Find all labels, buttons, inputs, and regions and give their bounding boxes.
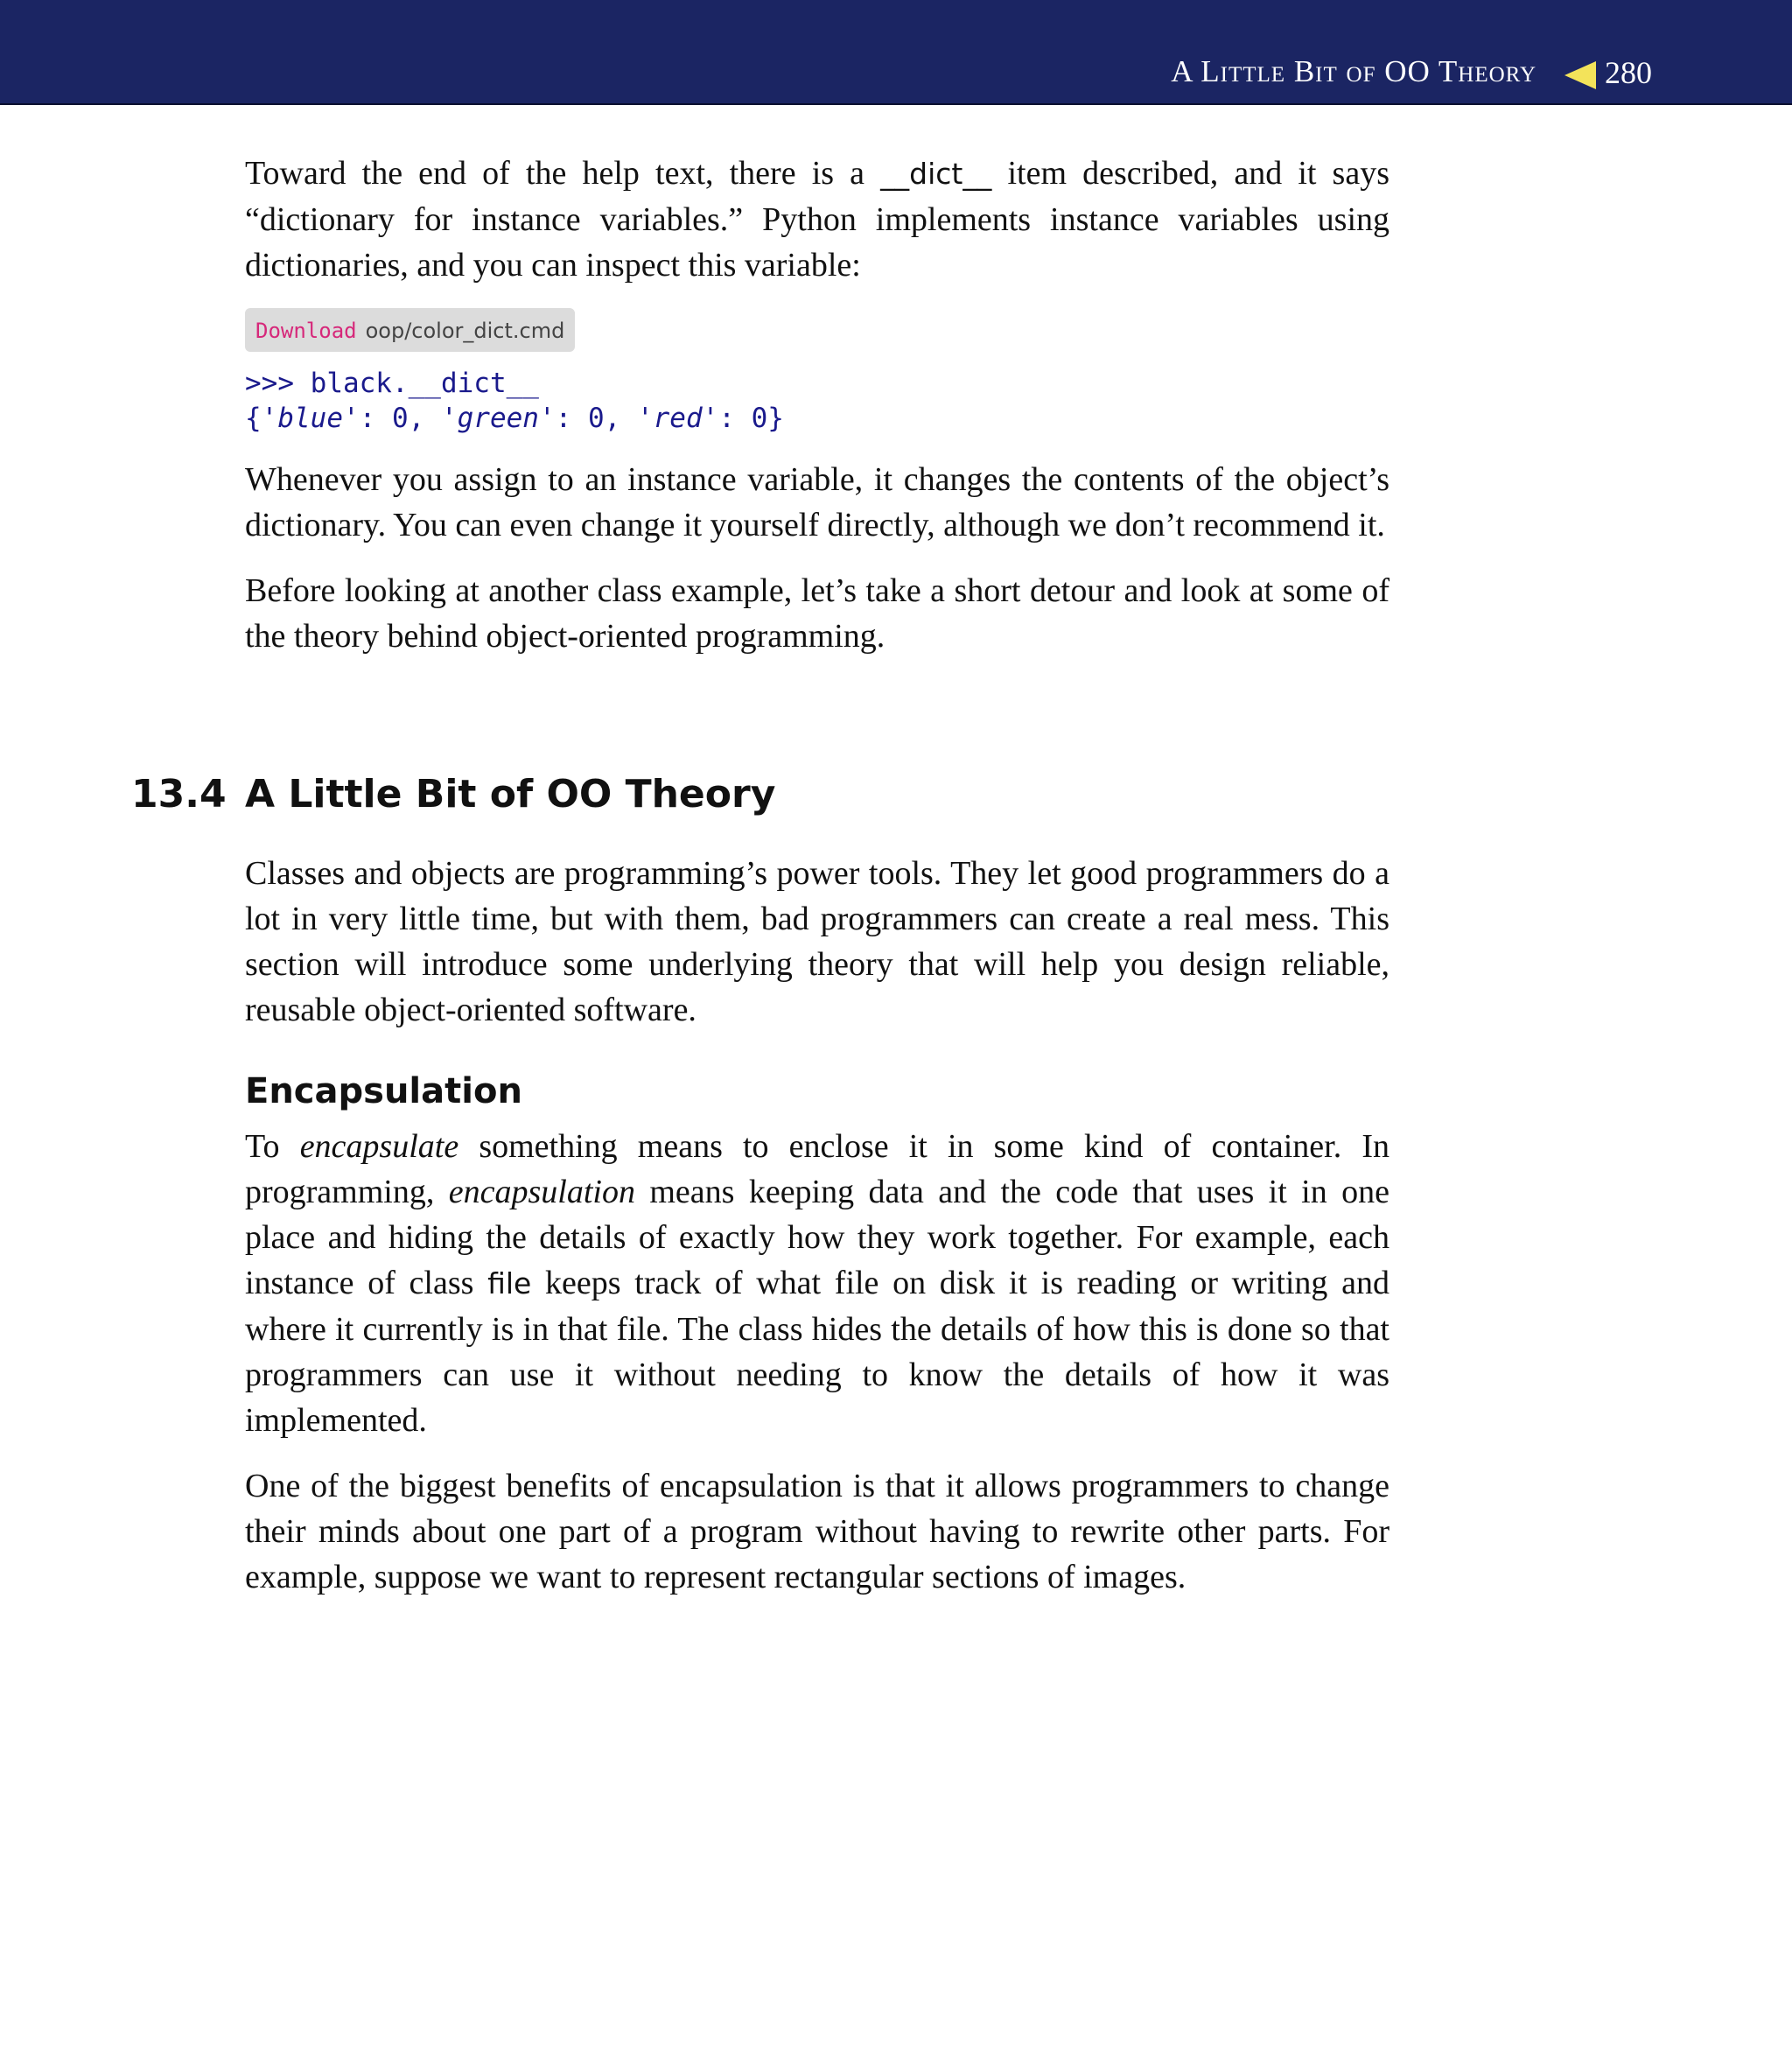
text-run: item described, and it says “dictionary for instance variables.” Python implements instance variables using dictionaries, and you can inspect this variable: (245, 155, 1390, 284)
page-number: 280 (1605, 55, 1652, 90)
paragraph-classes: Classes and objects are programming’s power tools. They let good programmers do a lot in very little time, but with them, bad programmers can create a real mess. This section will introduce some underlying theory that will help you design reliable, reusable object-oriented software. (245, 855, 1390, 1028)
code-block (245, 366, 1390, 436)
text-run: To (245, 1128, 300, 1165)
code-token: : 0, (359, 403, 441, 434)
section-content (245, 851, 1390, 1620)
text-run: means keeping data and the code that uses it in one place and hiding the details of exactly how they work together. For example, each instance of class (245, 1174, 1390, 1301)
paragraph-assign: Whenever you assign to an instance variable, it changes the contents of the object’s dictionary. You can even change it yourself directly, although we don’t recommend it. (245, 461, 1390, 543)
intro-content (245, 151, 1390, 679)
paragraph-benefits: One of the biggest benefits of encapsulation is that it allows programmers to change their minds about one part of a program without having to rewrite other parts. For example, suppose we want to represent rectangular sections of images. (245, 1468, 1390, 1595)
section-heading (131, 772, 775, 817)
paragraph-encapsulate (245, 1124, 1390, 1443)
paragraph-detour: Before looking at another class example, let’s take a short detour and look at some of the theory behind object-oriented programming. (245, 572, 1390, 655)
paragraph-dict-intro (245, 151, 1390, 288)
emphasis: encapsulation (448, 1174, 635, 1210)
code-token: : 0} (718, 403, 784, 434)
code-string: 'red' (636, 403, 719, 434)
section-number: 13.4 (131, 772, 227, 817)
code-token: { (245, 403, 262, 434)
download-path: oop/color_dict.cmd (365, 319, 565, 343)
text-run: Toward the end of the help text, there is a (245, 155, 881, 192)
text-run: something means to enclose it in some kind of container. In programming, (245, 1128, 1390, 1210)
section-title: A Little Bit of OO Theory (245, 772, 776, 817)
code-string: 'green' (440, 403, 556, 434)
code-string: 'blue' (261, 403, 360, 434)
download-label: Download (256, 319, 357, 343)
inline-code-file: file (487, 1266, 532, 1300)
back-arrow-icon[interactable] (1564, 61, 1596, 89)
download-link[interactable] (245, 308, 575, 352)
page-header (0, 0, 1792, 105)
emphasis: encapsulate (299, 1128, 459, 1165)
code-token: : 0, (555, 403, 637, 434)
running-title: A Little Bit of OO Theory (1171, 54, 1536, 88)
inline-code-dict: __dict__ (880, 157, 992, 191)
code-line-2 (245, 403, 784, 434)
subheading-encapsulation: Encapsulation (245, 1071, 522, 1111)
code-line-1: >>> black.__dict__ (245, 368, 539, 399)
text-run: keeps track of what file on disk it is reading or writing and where it currently is in that file. The class hides the details of how this is done so that programmers can use it without needing to know the details of how it was implemented. (245, 1265, 1390, 1439)
